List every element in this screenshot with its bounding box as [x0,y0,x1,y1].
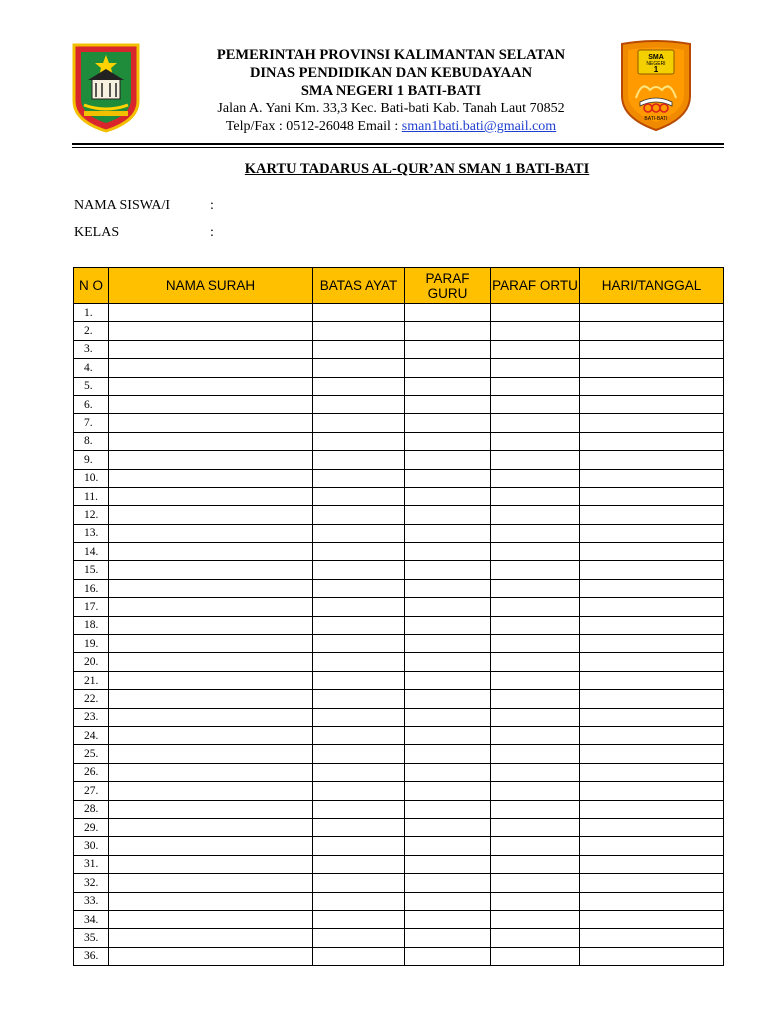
teacher-signature-cell[interactable] [405,487,491,505]
day-date-cell[interactable] [580,892,724,910]
teacher-signature-cell[interactable] [405,929,491,947]
verse-limit-cell[interactable] [313,598,405,616]
surah-cell[interactable] [109,874,313,892]
day-date-cell[interactable] [580,818,724,836]
row-number: 6. [74,395,109,413]
day-date-cell[interactable] [580,800,724,818]
verse-limit-cell[interactable] [313,579,405,597]
surah-cell[interactable] [109,469,313,487]
verse-limit-cell[interactable] [313,359,405,377]
parent-signature-cell[interactable] [491,910,580,928]
table-row [74,745,724,763]
field-student-name-separator: : [210,198,214,213]
table-row [74,414,724,432]
row-number: 7. [74,414,109,432]
surah-cell[interactable] [109,414,313,432]
teacher-signature-cell[interactable] [405,855,491,873]
row-number: 14. [74,543,109,561]
parent-signature-cell[interactable] [491,947,580,965]
table-row [74,671,724,689]
day-date-cell[interactable] [580,708,724,726]
parent-signature-cell[interactable] [491,690,580,708]
surah-cell[interactable] [109,487,313,505]
parent-signature-cell[interactable] [491,708,580,726]
day-date-cell[interactable] [580,745,724,763]
teacher-signature-cell[interactable] [405,377,491,395]
table-row [74,579,724,597]
verse-limit-cell[interactable] [313,322,405,340]
row-number: 31. [74,855,109,873]
row-number: 13. [74,524,109,542]
surah-cell[interactable] [109,506,313,524]
verse-limit-cell[interactable] [313,726,405,744]
parent-signature-cell[interactable] [491,726,580,744]
row-number: 34. [74,910,109,928]
surah-cell[interactable] [109,598,313,616]
surah-cell[interactable] [109,910,313,928]
parent-signature-cell[interactable] [491,929,580,947]
table-row [74,322,724,340]
field-student-name [74,198,214,214]
row-number: 25. [74,745,109,763]
table-row [74,874,724,892]
surah-cell[interactable] [109,340,313,358]
surah-cell[interactable] [109,818,313,836]
parent-signature-cell[interactable] [491,359,580,377]
surah-cell[interactable] [109,579,313,597]
teacher-signature-cell[interactable] [405,708,491,726]
surah-cell[interactable] [109,892,313,910]
parent-signature-cell[interactable] [491,524,580,542]
day-date-cell[interactable] [580,469,724,487]
teacher-signature-cell[interactable] [405,598,491,616]
teacher-signature-cell[interactable] [405,359,491,377]
verse-limit-cell[interactable] [313,910,405,928]
day-date-cell[interactable] [580,304,724,322]
letterhead-line-government: PEMERINTAH PROVINSI KALIMANTAN SELATAN [216,47,566,63]
day-date-cell[interactable] [580,910,724,928]
school-emblem-icon [618,40,694,132]
day-date-cell[interactable] [580,579,724,597]
table-row [74,377,724,395]
verse-limit-cell[interactable] [313,304,405,322]
surah-cell[interactable] [109,543,313,561]
day-date-cell[interactable] [580,451,724,469]
table-row [74,395,724,413]
row-number: 29. [74,818,109,836]
parent-signature-cell[interactable] [491,414,580,432]
teacher-signature-cell[interactable] [405,947,491,965]
table-row [74,910,724,928]
day-date-cell[interactable] [580,377,724,395]
header-parent-signature: PARAF ORTU [491,268,580,304]
teacher-signature-cell[interactable] [405,745,491,763]
parent-signature-cell[interactable] [491,451,580,469]
verse-limit-cell[interactable] [313,892,405,910]
row-number: 3. [74,340,109,358]
verse-limit-cell[interactable] [313,414,405,432]
row-number: 19. [74,635,109,653]
parent-signature-cell[interactable] [491,304,580,322]
surah-cell[interactable] [109,800,313,818]
verse-limit-cell[interactable] [313,451,405,469]
card-title: KARTU TADARUS AL-QUR’AN SMAN 1 BATI-BATI [244,161,590,177]
parent-signature-cell[interactable] [491,818,580,836]
parent-signature-cell[interactable] [491,616,580,634]
table-row [74,708,724,726]
row-number: 17. [74,598,109,616]
day-date-cell[interactable] [580,414,724,432]
verse-limit-cell[interactable] [313,855,405,873]
row-number: 12. [74,506,109,524]
table-row [74,561,724,579]
table-row [74,543,724,561]
field-class-label: KELAS [74,225,120,240]
verse-limit-cell[interactable] [313,487,405,505]
surah-cell[interactable] [109,690,313,708]
day-date-cell[interactable] [580,561,724,579]
svg-text:SMA: SMA [648,54,664,61]
teacher-signature-cell[interactable] [405,837,491,855]
teacher-signature-cell[interactable] [405,414,491,432]
table-row [74,800,724,818]
teacher-signature-cell[interactable] [405,543,491,561]
verse-limit-cell[interactable] [313,745,405,763]
letterhead-line-school: SMA NEGERI 1 BATI-BATI [300,83,482,99]
teacher-signature-cell[interactable] [405,506,491,524]
verse-limit-cell[interactable] [313,543,405,561]
verse-limit-cell[interactable] [313,340,405,358]
table-row [74,432,724,450]
day-date-cell[interactable] [580,506,724,524]
row-number: 18. [74,616,109,634]
day-date-cell[interactable] [580,359,724,377]
verse-limit-cell[interactable] [313,818,405,836]
provincial-coat-of-arms-icon [72,43,140,133]
parent-signature-cell[interactable] [491,506,580,524]
teacher-signature-cell[interactable] [405,395,491,413]
table-row [74,929,724,947]
svg-text:NEGERI: NEGERI [646,61,666,67]
teacher-signature-cell[interactable] [405,322,491,340]
surah-cell[interactable] [109,671,313,689]
table-row [74,635,724,653]
day-date-cell[interactable] [580,340,724,358]
row-number: 35. [74,929,109,947]
table-row [74,690,724,708]
parent-signature-cell[interactable] [491,469,580,487]
letterhead [160,46,622,136]
parent-signature-cell[interactable] [491,487,580,505]
parent-signature-cell[interactable] [491,561,580,579]
surah-cell[interactable] [109,745,313,763]
table-row [74,892,724,910]
day-date-cell[interactable] [580,782,724,800]
day-date-cell[interactable] [580,432,724,450]
verse-limit-cell[interactable] [313,690,405,708]
row-number: 24. [74,726,109,744]
day-date-cell[interactable] [580,947,724,965]
parent-signature-cell[interactable] [491,763,580,781]
parent-signature-cell[interactable] [491,892,580,910]
row-number: 28. [74,800,109,818]
surah-cell[interactable] [109,708,313,726]
teacher-signature-cell[interactable] [405,451,491,469]
table-row [74,304,724,322]
row-number: 10. [74,469,109,487]
row-number: 5. [74,377,109,395]
letterhead-divider-thin [72,147,724,148]
table-row [74,818,724,836]
letterhead-contact [160,118,622,136]
verse-limit-cell[interactable] [313,708,405,726]
verse-limit-cell[interactable] [313,395,405,413]
teacher-signature-cell[interactable] [405,690,491,708]
day-date-cell[interactable] [580,635,724,653]
verse-limit-cell[interactable] [313,506,405,524]
surah-cell[interactable] [109,782,313,800]
surah-cell[interactable] [109,524,313,542]
header-day-date: HARI/TANGGAL [580,268,724,304]
table-row [74,598,724,616]
parent-signature-cell[interactable] [491,395,580,413]
field-student-name-label: NAMA SISWA/I [74,198,171,213]
parent-signature-cell[interactable] [491,800,580,818]
svg-text:BATI-BATI: BATI-BATI [644,116,668,122]
surah-cell[interactable] [109,855,313,873]
table-row [74,616,724,634]
surah-cell[interactable] [109,322,313,340]
verse-limit-cell[interactable] [313,635,405,653]
table-row [74,359,724,377]
svg-text:1: 1 [653,65,659,74]
surah-cell[interactable] [109,635,313,653]
day-date-cell[interactable] [580,690,724,708]
row-number: 16. [74,579,109,597]
teacher-signature-cell[interactable] [405,340,491,358]
teacher-signature-cell[interactable] [405,800,491,818]
surah-cell[interactable] [109,395,313,413]
parent-signature-cell[interactable] [491,598,580,616]
verse-limit-cell[interactable] [313,653,405,671]
table-row [74,487,724,505]
teacher-signature-cell[interactable] [405,671,491,689]
surah-cell[interactable] [109,763,313,781]
surah-cell[interactable] [109,377,313,395]
surah-cell[interactable] [109,653,313,671]
row-number: 22. [74,690,109,708]
table-row [74,763,724,781]
surah-cell[interactable] [109,359,313,377]
row-number: 11. [74,487,109,505]
parent-signature-cell[interactable] [491,653,580,671]
parent-signature-cell[interactable] [491,635,580,653]
row-number: 20. [74,653,109,671]
parent-signature-cell[interactable] [491,432,580,450]
verse-limit-cell[interactable] [313,671,405,689]
row-number: 33. [74,892,109,910]
day-date-cell[interactable] [580,653,724,671]
tadarus-table [73,267,724,966]
verse-limit-cell[interactable] [313,377,405,395]
teacher-signature-cell[interactable] [405,782,491,800]
surah-cell[interactable] [109,451,313,469]
email-link[interactable]: sman1bati.bati@gmail.com [401,119,557,134]
parent-signature-cell[interactable] [491,837,580,855]
table-row [74,726,724,744]
teacher-signature-cell[interactable] [405,726,491,744]
teacher-signature-cell[interactable] [405,432,491,450]
parent-signature-cell[interactable] [491,671,580,689]
teacher-signature-cell[interactable] [405,304,491,322]
teacher-signature-cell[interactable] [405,910,491,928]
surah-cell[interactable] [109,947,313,965]
day-date-cell[interactable] [580,524,724,542]
day-date-cell[interactable] [580,763,724,781]
row-number: 1. [74,304,109,322]
teacher-signature-cell[interactable] [405,874,491,892]
verse-limit-cell[interactable] [313,524,405,542]
row-number: 8. [74,432,109,450]
table-row [74,340,724,358]
day-date-cell[interactable] [580,616,724,634]
verse-limit-cell[interactable] [313,800,405,818]
verse-limit-cell[interactable] [313,432,405,450]
teacher-signature-cell[interactable] [405,635,491,653]
day-date-cell[interactable] [580,671,724,689]
parent-signature-cell[interactable] [491,579,580,597]
row-number: 27. [74,782,109,800]
day-date-cell[interactable] [580,874,724,892]
field-class [74,225,214,241]
parent-signature-cell[interactable] [491,340,580,358]
parent-signature-cell[interactable] [491,782,580,800]
table-row [74,947,724,965]
teacher-signature-cell[interactable] [405,892,491,910]
parent-signature-cell[interactable] [491,543,580,561]
surah-cell[interactable] [109,837,313,855]
parent-signature-cell[interactable] [491,322,580,340]
row-number: 15. [74,561,109,579]
teacher-signature-cell[interactable] [405,616,491,634]
teacher-signature-cell[interactable] [405,561,491,579]
day-date-cell[interactable] [580,395,724,413]
verse-limit-cell[interactable] [313,947,405,965]
header-no: N O [74,268,109,304]
verse-limit-cell[interactable] [313,763,405,781]
field-class-separator: : [210,225,214,240]
table-row [74,855,724,873]
row-number: 2. [74,322,109,340]
day-date-cell[interactable] [580,322,724,340]
table-row [74,782,724,800]
teacher-signature-cell[interactable] [405,818,491,836]
teacher-signature-cell[interactable] [405,469,491,487]
row-number: 4. [74,359,109,377]
day-date-cell[interactable] [580,837,724,855]
parent-signature-cell[interactable] [491,855,580,873]
row-number: 30. [74,837,109,855]
teacher-signature-cell[interactable] [405,579,491,597]
parent-signature-cell[interactable] [491,874,580,892]
verse-limit-cell[interactable] [313,782,405,800]
letterhead-line-department: DINAS PENDIDIKAN DAN KEBUDAYAAN [249,65,533,81]
row-number: 21. [74,671,109,689]
teacher-signature-cell[interactable] [405,524,491,542]
table-row [74,653,724,671]
day-date-cell[interactable] [580,726,724,744]
surah-cell[interactable] [109,304,313,322]
teacher-signature-cell[interactable] [405,763,491,781]
header-teacher-signature: PARAF GURU [405,268,491,304]
letterhead-divider-thick [72,143,724,145]
table-header-row [74,268,724,304]
row-number: 36. [74,947,109,965]
surah-cell[interactable] [109,929,313,947]
surah-cell[interactable] [109,561,313,579]
parent-signature-cell[interactable] [491,745,580,763]
teacher-signature-cell[interactable] [405,653,491,671]
day-date-cell[interactable] [580,543,724,561]
surah-cell[interactable] [109,726,313,744]
header-surah-name: NAMA SURAH [109,268,313,304]
letterhead-address: Jalan A. Yani Km. 33,3 Kec. Bati-bati Kab. Tanah Laut 70852 [217,101,565,116]
surah-cell[interactable] [109,616,313,634]
table-row [74,524,724,542]
day-date-cell[interactable] [580,855,724,873]
day-date-cell[interactable] [580,487,724,505]
verse-limit-cell[interactable] [313,874,405,892]
table-row [74,469,724,487]
verse-limit-cell[interactable] [313,561,405,579]
surah-cell[interactable] [109,432,313,450]
row-number: 32. [74,874,109,892]
verse-limit-cell[interactable] [313,616,405,634]
parent-signature-cell[interactable] [491,377,580,395]
row-number: 23. [74,708,109,726]
table-row [74,451,724,469]
day-date-cell[interactable] [580,929,724,947]
table-row [74,837,724,855]
table-row [74,506,724,524]
row-number: 26. [74,763,109,781]
row-number: 9. [74,451,109,469]
header-verse-limit: BATAS AYAT [313,268,405,304]
verse-limit-cell[interactable] [313,929,405,947]
contact-prefix: Telp/Fax : 0512-26048 Email : [225,119,402,134]
day-date-cell[interactable] [580,598,724,616]
verse-limit-cell[interactable] [313,469,405,487]
verse-limit-cell[interactable] [313,837,405,855]
